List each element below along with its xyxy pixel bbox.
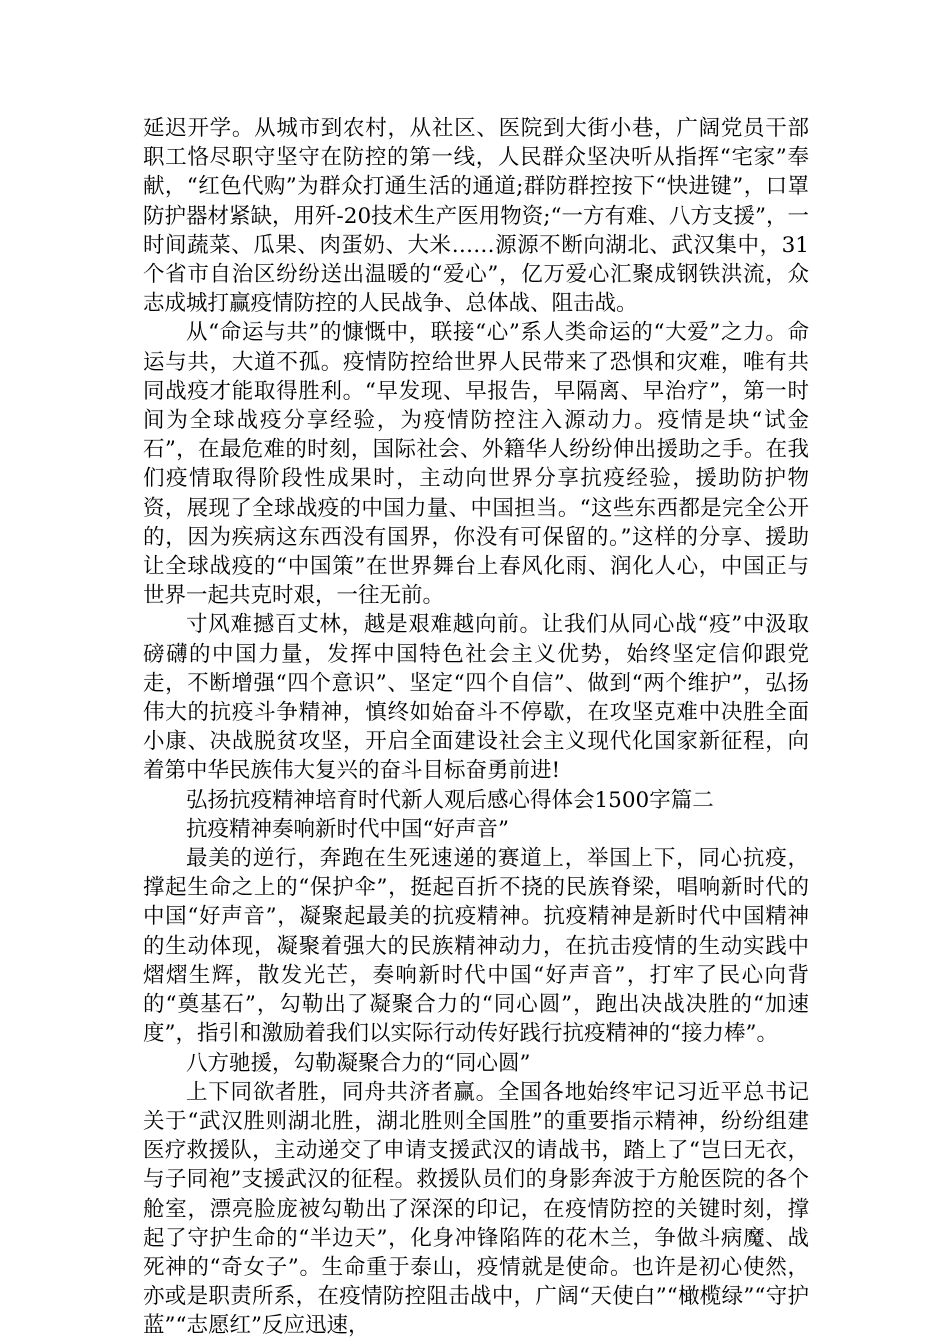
document-page [143, 114, 809, 1341]
section-title: 弘扬抗疫精神培育时代新人观后感心得体会1500字篇二 [186, 787, 714, 813]
article-title: 抗疫精神奏响新时代中国“好声音” [186, 816, 509, 842]
subheading: 八方驰援，勾勒凝聚合力的“同心圆” [186, 1050, 531, 1076]
body-paragraph: 上下同欲者胜，同舟共济者赢。全国各地始终牢记习近平总书记关于“武汉胜则湖北胜，湖北胜则全国胜”的重要指示精神，纷纷组建医疗救援队，主动递交了申请支援武汉的请战书，踏上了“岂曰无衣，与子同袍”支援武汉的征程。救援队员们的身影奔波于方舱医院的各个舱室，漂亮脸庞被勾勒出了深深的印记，在疫情防控的关键时刻，撑起了守护生命的“半边天”，化身冲锋陷阵的花木兰，争做斗病魔、战死神的“奇女子”。生命重于泰山，疫情就是使命。也许是初心使然，亦或是职责所系，在疫情防控阻击战中，广阔“天使白”“橄榄绿”“守护蓝”“志愿红”反应迅速， [143, 1079, 809, 1339]
body-paragraph: 寸风难撼百丈林，越是艰难越向前。让我们从同心战“疫”中汲取磅礴的中国力量，发挥中国特色社会主义优势，始终坚定信仰跟党走，不断增强“四个意识”、坚定“四个自信”、做到“两个维护”，弘扬伟大的抗疫斗争精神，慎终如始奋斗不停歇，在攻坚克难中决胜全面小康、决战脱贫攻坚，开启全面建设社会主义现代化国家新征程，向着第中华民族伟大复兴的奋斗目标奋勇前进! [143, 612, 809, 784]
body-paragraph-continued: 延迟开学。从城市到农村，从社区、医院到大街小巷，广阔党员干部职工恪尽职守坚守在防控的第一线，人民群众坚决听从指挥“宅家”奉献，“红色代购”为群众打通生活的通道;群防群控按下“快进键”，口罩防护器材紧缺，用歼-20技术生产医用物资;“一方有难、八方支援”，一时间蔬菜、瓜果、肉蛋奶、大米……源源不断向湖北、武汉集中，31个省市自治区纷纷送出温暖的“爱心”，亿万爱心汇聚成钢铁洪流，众志成城打赢疫情防控的人民战争、总体战、阻击战。 [143, 116, 809, 317]
body-paragraph: 最美的逆行，奔跑在生死速递的赛道上，举国上下，同心抗疫，撑起生命之上的“保护伞”，挺起百折不挠的民族脊梁，唱响新时代的中国“好声音”，凝聚起最美的抗疫精神。抗疫精神是新时代中国精神的生动体现，凝聚着强大的民族精神动力，在抗击疫情的生动实践中熠熠生辉，散发光芒，奏响新时代中国“好声音”，打牢了民心向背的“奠基石”，勾勒出了凝聚合力的“同心圆”，跑出决战决胜的“加速度”，指引和激励着我们以实际行动传好践行抗疫精神的“接力棒”。 [143, 846, 809, 1047]
body-paragraph: 从“命运与共”的慷慨中，联接“心”系人类命运的“大爱”之力。命运与共，大道不孤。疫情防控给世界人民带来了恐惧和灾难，唯有共同战疫才能取得胜利。“早发现、早报告，早隔离、早治疗”，第一时间为全球战疫分享经验，为疫情防控注入源动力。疫情是块“试金石”，在最危难的时刻，国际社会、外籍华人纷纷伸出援助之手。在我们疫情取得阶段性成果时，主动向世界分享抗疫经验，援助防护物资，展现了全球战疫的中国力量、中国担当。“这些东西都是完全公开的，因为疾病这东西没有国界，你没有可保留的。”这样的分享、援助让全球战疫的“中国策”在世界舞台上春风化雨、润化人心，中国正与世界一起共克时艰，一往无前。 [143, 320, 809, 609]
